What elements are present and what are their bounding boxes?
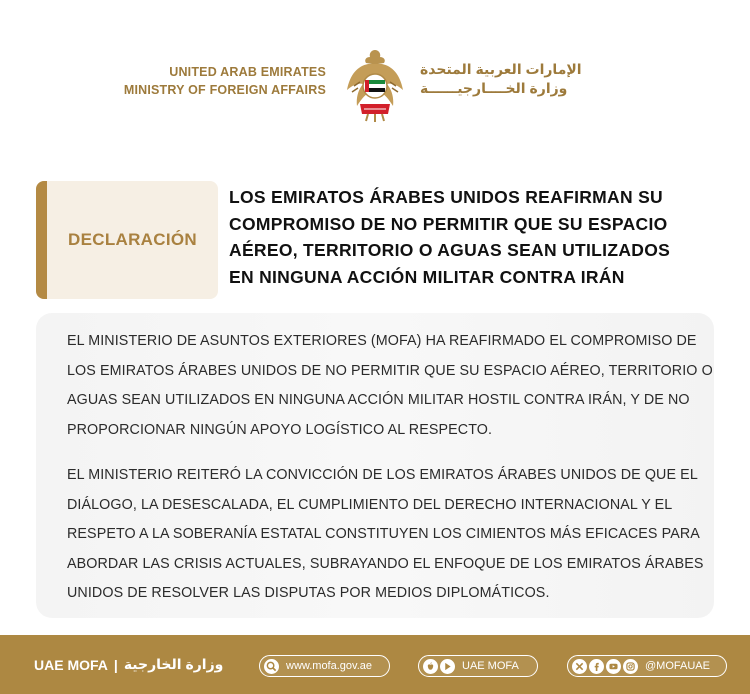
- youtube-icon[interactable]: [606, 659, 621, 674]
- tag-accent-bar: [36, 181, 47, 299]
- footer-brand-ar: وزارة الخارجية: [123, 656, 224, 672]
- declaration-label: DECLARACIÓN: [68, 230, 197, 249]
- x-icon[interactable]: [572, 659, 587, 674]
- footer-bar: [0, 635, 750, 694]
- app-store-icon: [423, 659, 438, 674]
- header-english: [110, 63, 326, 99]
- body-paragraph-2: EL MINISTERIO REITERÓ LA CONVICCIÓN DE LOS EMIRATOS ÁRABES UNIDOS DE QUE EL DIÁLOGO, LA DESESCALADA, EL CUMPLIMIENTO DEL DERECHO INTERNACIONAL Y EL RESPETO A LA SOBERANÍA ESTATAL CONSTITUYEN LOS CIMIENTOS MÁS EFICACES PARA ABORDAR LAS CRISIS ACTUALES, SUBRAYANDO EL ENFOQUE DE LOS EMIRATOS ÁRABES UNIDOS DE RESOLVER LAS DISPUTAS POR MEDIOS DIPLOMÁTICOS.: [67, 467, 704, 601]
- handle-text: @MOFAUAE: [645, 660, 710, 672]
- play-store-icon: [440, 659, 455, 674]
- header-ministry-en: MINISTRY OF FOREIGN AFFAIRS: [123, 83, 326, 97]
- instagram-icon[interactable]: [623, 659, 638, 674]
- declaration-tag: [36, 181, 218, 299]
- web-icon: [264, 659, 279, 674]
- header-country-ar: الإمارات العربية المتحدة: [420, 61, 582, 77]
- uae-emblem-icon: [344, 46, 406, 124]
- facebook-icon[interactable]: [589, 659, 604, 674]
- header-ministry-ar: وزارة الخــــارجيــــــة: [420, 80, 568, 96]
- footer-brand-en: UAE MOFA: [34, 656, 108, 673]
- app-channel-link[interactable]: [418, 655, 538, 677]
- social-links[interactable]: [567, 655, 727, 677]
- website-link[interactable]: [259, 655, 390, 677]
- channel-text: UAE MOFA: [462, 660, 519, 672]
- footer-separator: |: [113, 656, 118, 673]
- body-paragraph-1: EL MINISTERIO DE ASUNTOS EXTERIORES (MOFA) HA REAFIRMADO EL COMPROMISO DE LOS EMIRATOS ÁRABES UNIDOS DE NO PERMITIR QUE SU ESPACIO AÉREO, TERRITORIO O AGUAS SEAN UTILIZADOS EN NINGUNA ACCIÓN MILITAR HOSTIL CONTRA IRÁN, Y DE NO PROPORCIONAR NINGÚN APOYO LOGÍSTICO AL RESPECTO.: [67, 333, 713, 438]
- headline: LOS EMIRATOS ÁRABES UNIDOS REAFIRMAN SU COMPROMISO DE NO PERMITIR QUE SU ESPACIO AÉREO, TERRITORIO O AGUAS SEAN UTILIZADOS EN NINGUNA ACCIÓN MILITAR CONTRA IRÁN: [229, 187, 671, 287]
- header-country-en: UNITED ARAB EMIRATES: [169, 65, 326, 79]
- header-arabic: [420, 60, 620, 98]
- website-text: www.mofa.gov.ae: [286, 660, 373, 672]
- footer-brand: [34, 635, 223, 694]
